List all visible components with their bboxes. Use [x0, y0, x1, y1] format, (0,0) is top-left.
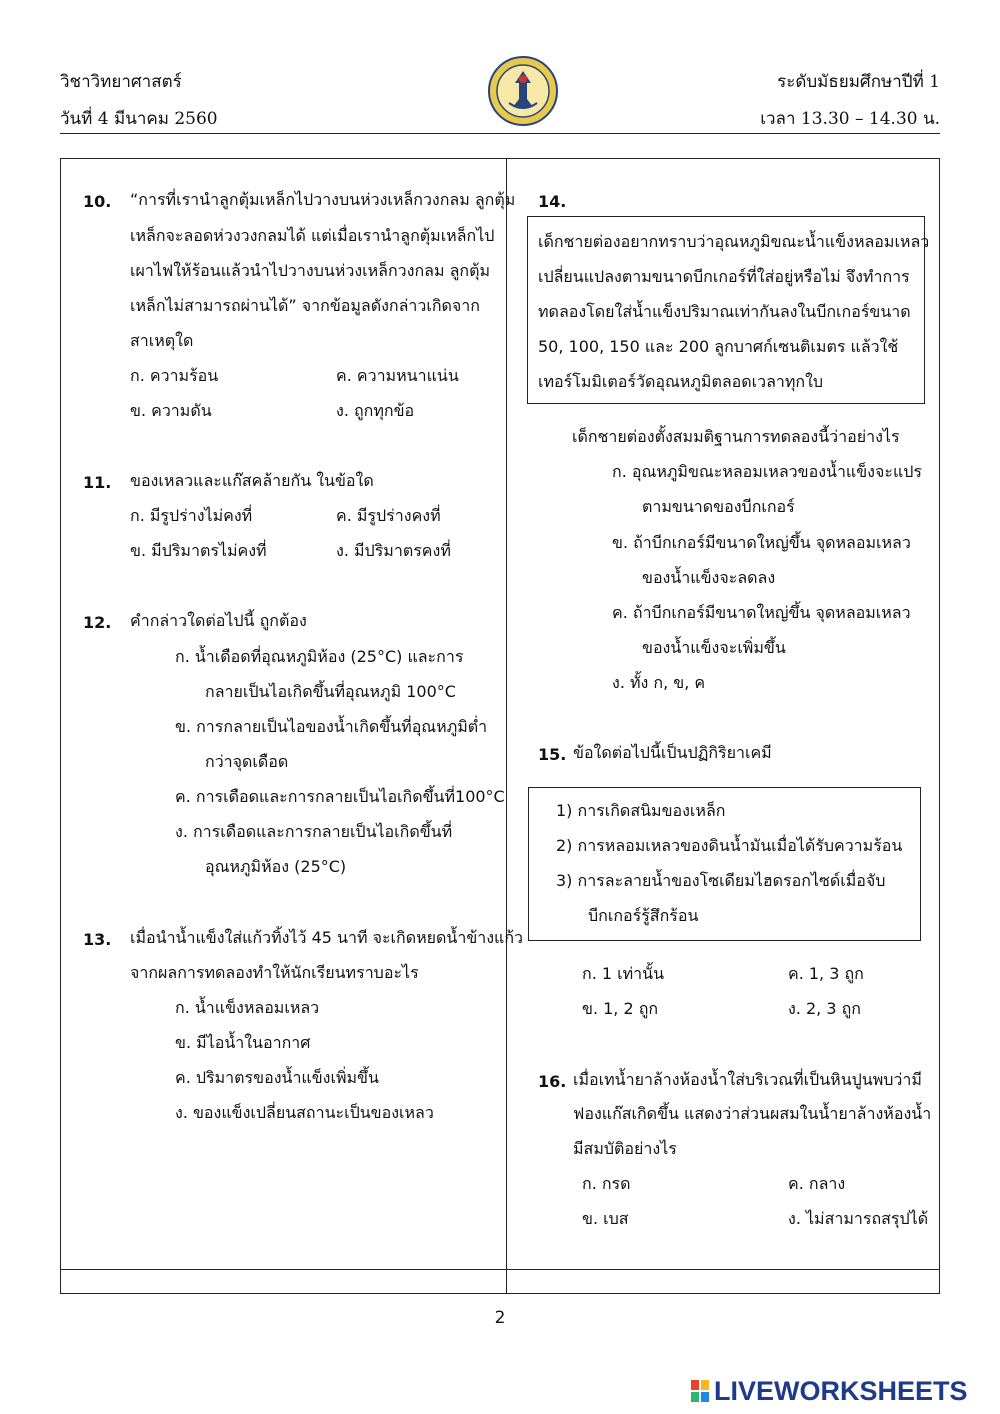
question-text-line: เมื่อนำน้ำแข็งใส่แก้วทิ้งไว้ 45 นาที จะเกิดหยดน้ำข้างแก้ว [130, 928, 524, 947]
statement-item-cont: บีกเกอร์รู้สึกร้อน [588, 906, 699, 925]
question-text: คำกล่าวใดต่อไปนี้ ถูกต้อง [130, 611, 307, 630]
choice-a[interactable]: ก. ความร้อน [130, 366, 219, 385]
choice-b[interactable]: ข. มีไอน้ำในอากาศ [175, 1033, 311, 1052]
statement-item: 3) การละลายน้ำของโซเดียมไฮดรอกไซด์เมื่อจับ [556, 871, 886, 890]
question-number: 10. [83, 192, 112, 211]
choice-d[interactable]: ง. มีปริมาตรคงที่ [336, 541, 451, 560]
page-number: 2 [494, 1308, 506, 1328]
choice-a[interactable]: ก. กรด [582, 1174, 631, 1193]
question-text-line: เหล็กไม่สามารถผ่านได้” จากข้อมูลดังกล่าวเกิดจาก [130, 296, 480, 315]
choice-a[interactable]: ก. 1 เท่านั้น [582, 964, 664, 983]
question-text: ข้อใดต่อไปนี้เป็นปฏิกิริยาเคมี [573, 743, 772, 762]
choice-a-cont: กลายเป็นไอเกิดขึ้นที่อุณหภูมิ 100°C [205, 682, 456, 701]
question-prompt: เด็กชายต่องตั้งสมมติฐานการทดลองนี้ว่าอย่างไร [572, 427, 900, 446]
choice-c-cont: ของน้ำแข็งจะเพิ่มขึ้น [642, 638, 786, 657]
question-text: ของเหลวและแก๊สคล้ายกัน ในข้อใด [130, 471, 374, 490]
choice-c[interactable]: ค. 1, 3 ถูก [788, 964, 864, 983]
question-text-line: ฟองแก๊สเกิดขึ้น แสดงว่าส่วนผสมในน้ำยาล้างห้องน้ำ [573, 1104, 932, 1123]
question-number: 14. [538, 192, 567, 211]
liveworksheets-logo [690, 1376, 968, 1406]
choice-c[interactable]: ค. มีรูปร่างคงที่ [336, 506, 441, 525]
choice-d[interactable]: ง. การเดือดและการกลายเป็นไอเกิดขึ้นที่ [175, 822, 453, 841]
liveworksheets-wordmark: LIVEWORKSHEETS [714, 1375, 968, 1406]
column-divider [506, 158, 507, 1294]
question-number: 16. [538, 1072, 567, 1091]
question-text-line: เหล็กจะลอดห่วงวงกลมได้ แต่เมื่อเรานำลูกตุ้มเหล็กไป [130, 226, 495, 245]
question-text-line: “การที่เรานำลูกตุ้มเหล็กไปวางบนห่วงเหล็กวงกลม ลูกตุ้ม [130, 190, 516, 209]
grade-level: ระดับมัธยมศึกษาปีที่ 1 [777, 72, 940, 92]
choice-c[interactable]: ค. กลาง [788, 1174, 846, 1193]
choice-d[interactable]: ง. 2, 3 ถูก [788, 999, 861, 1018]
scenario-line: ทดลองโดยใส่น้ำแข็งปริมาณเท่ากันลงในบีกเกอร์ขนาด [538, 302, 911, 321]
scenario-line: เปลี่ยนแปลงตามขนาดบีกเกอร์ที่ใส่อยู่หรือไม่ จึงทำการ [538, 267, 910, 286]
choice-c[interactable]: ค. ปริมาตรของน้ำแข็งเพิ่มขึ้น [175, 1068, 379, 1087]
choice-d[interactable]: ง. ถูกทุกข้อ [336, 401, 415, 420]
choice-b-cont: ของน้ำแข็งจะลดลง [642, 568, 776, 587]
choice-b[interactable]: ข. 1, 2 ถูก [582, 999, 659, 1018]
question-number: 11. [83, 473, 112, 492]
statement-item: 1) การเกิดสนิมของเหล็ก [556, 801, 726, 820]
choice-c[interactable]: ค. การเดือดและการกลายเป็นไอเกิดขึ้นที่100°C [175, 787, 505, 806]
choice-a-cont: ตามขนาดของบีกเกอร์ [642, 497, 795, 516]
choice-c[interactable]: ค. ความหนาแน่น [336, 366, 459, 385]
choice-d[interactable]: ง. ทั้ง ก, ข, ค [612, 673, 706, 692]
choice-b-cont: กว่าจุดเดือด [205, 752, 289, 771]
question-text-line: เมื่อเทน้ำยาล้างห้องน้ำใส่บริเวณที่เป็นหินปูนพบว่ามี [573, 1070, 922, 1089]
choice-b[interactable]: ข. ถ้าบีกเกอร์มีขนาดใหญ่ขึ้น จุดหลอมเหลว [612, 533, 911, 552]
school-seal-icon [487, 55, 559, 127]
subject-label: วิชาวิทยาศาสตร์ [60, 72, 182, 92]
choice-b[interactable]: ข. ความดัน [130, 401, 212, 420]
choice-d[interactable]: ง. ของแข็งเปลี่ยนสถานะเป็นของเหลว [175, 1103, 434, 1122]
question-text-line: มีสมบัติอย่างไร [573, 1139, 677, 1158]
exam-time: เวลา 13.30 – 14.30 น. [760, 109, 940, 129]
choice-a[interactable]: ก. น้ำแข็งหลอมเหลว [175, 998, 320, 1017]
scenario-line: 50, 100, 150 และ 200 ลูกบาศก์เซนติเมตร แล้วใช้ [538, 337, 899, 356]
choice-d[interactable]: ง. ไม่สามารถสรุปได้ [788, 1209, 929, 1228]
question-text-line: สาเหตุใด [130, 331, 194, 350]
choice-a[interactable]: ก. มีรูปร่างไม่คงที่ [130, 506, 253, 525]
choice-d-cont: อุณหภูมิห้อง (25°C) [205, 857, 347, 876]
exam-date: วันที่ 4 มีนาคม 2560 [60, 109, 218, 129]
choice-c[interactable]: ค. ถ้าบีกเกอร์มีขนาดใหญ่ขึ้น จุดหลอมเหลว [612, 603, 911, 622]
question-number: 12. [83, 613, 112, 632]
question-text-line: เผาไฟให้ร้อนแล้วนำไปวางบนห่วงเหล็กวงกลม ลูกตุ้ม [130, 261, 491, 280]
question-text-line: จากผลการทดลองทำให้นักเรียนทราบอะไร [130, 963, 419, 982]
choice-b[interactable]: ข. มีปริมาตรไม่คงที่ [130, 541, 267, 560]
statement-item: 2) การหลอมเหลวของดินน้ำมันเมื่อได้รับความร้อน [556, 836, 903, 855]
choice-b[interactable]: ข. เบส [582, 1209, 629, 1228]
choice-a[interactable]: ก. น้ำเดือดที่อุณหภูมิห้อง (25°C) และการ [175, 647, 464, 666]
scenario-line: เด็กชายต่องอยากทราบว่าอุณหภูมิขณะน้ำแข็งหลอมเหลว [538, 232, 930, 251]
choice-a[interactable]: ก. อุณหภูมิขณะหลอมเหลวของน้ำแข็งจะแปร [612, 462, 923, 481]
liveworksheets-icon [690, 1379, 710, 1403]
question-number: 13. [83, 930, 112, 949]
choice-b[interactable]: ข. การกลายเป็นไอของน้ำเกิดขึ้นที่อุณหภูมิต่ำ [175, 717, 488, 736]
question-number: 15. [538, 745, 567, 764]
bottom-strip-rule [60, 1269, 940, 1270]
scenario-line: เทอร์โมมิเตอร์วัดอุณหภูมิตลอดเวลาทุกใบ [538, 372, 824, 391]
header-rule [60, 133, 940, 134]
